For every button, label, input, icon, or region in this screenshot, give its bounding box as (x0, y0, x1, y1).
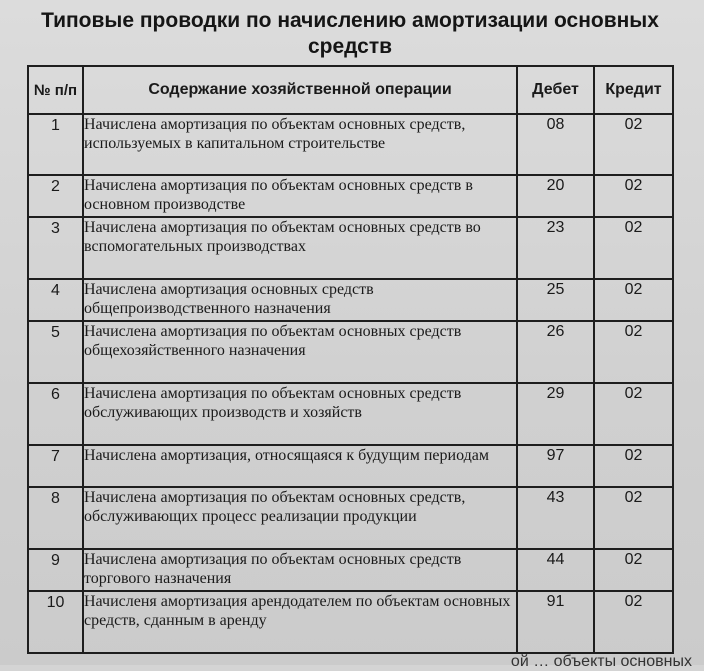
table-row (28, 279, 673, 321)
table-row (28, 549, 673, 591)
row-debit: 23 (517, 217, 594, 279)
postings-table (27, 65, 674, 654)
row-desc: Начислена амортизация по объектам основных средств, используемых в капитальном строительстве (83, 114, 517, 175)
page-title: Типовые проводки по начислению амортизации основных средств (41, 9, 659, 58)
row-num: 8 (28, 487, 83, 549)
row-credit: 02 (594, 321, 673, 383)
row-desc: Начислена амортизация по объектам основных средств обслуживающих производств и хозяйств (83, 383, 517, 445)
row-debit: 91 (517, 591, 594, 653)
row-credit: 02 (594, 114, 673, 175)
row-debit: 97 (517, 445, 594, 487)
row-desc: Начислена амортизация по объектам основных средств в основном производстве (83, 175, 517, 217)
table-header-row (28, 66, 673, 114)
row-debit: 43 (517, 487, 594, 549)
row-credit: 02 (594, 591, 673, 653)
row-credit: 02 (594, 175, 673, 217)
row-debit: 29 (517, 383, 594, 445)
row-desc: Начислена амортизация по объектам основных средств во вспомогательных производствах (83, 217, 517, 279)
row-debit: 08 (517, 114, 594, 175)
header-desc: Содержание хозяйственной операции (83, 66, 517, 114)
row-num: 4 (28, 279, 83, 321)
row-num: 5 (28, 321, 83, 383)
row-debit: 25 (517, 279, 594, 321)
header-credit: Кредит (594, 66, 673, 114)
row-num: 1 (28, 114, 83, 175)
row-credit: 02 (594, 487, 673, 549)
cut-off-footer-text: ой … объекты основных (510, 653, 692, 670)
row-debit: 20 (517, 175, 594, 217)
row-num: 3 (28, 217, 83, 279)
table-row (28, 114, 673, 175)
row-credit: 02 (594, 383, 673, 445)
row-debit: 44 (517, 549, 594, 591)
row-desc: Начисленя амортизация арендодателем по объектам основных средств, сданным в аренду (83, 591, 517, 653)
row-num: 6 (28, 383, 83, 445)
row-desc: Начислена амортизация по объектам основных средств общехозяйственного назначения (83, 321, 517, 383)
row-desc: Начислена амортизация основных средств общепроизводственного назначения (83, 279, 517, 321)
row-desc: Начислена амортизация, относящаяся к будущим периодам (83, 445, 517, 487)
table-row (28, 487, 673, 549)
header-debit: Дебет (517, 66, 594, 114)
header-num: № п/п (28, 66, 83, 114)
table-row (28, 175, 673, 217)
row-num: 2 (28, 175, 83, 217)
row-desc: Начислена амортизация по объектам основных средств, обслуживающих процесс реализации продукции (83, 487, 517, 549)
row-num: 7 (28, 445, 83, 487)
row-num: 10 (28, 591, 83, 653)
row-credit: 02 (594, 279, 673, 321)
row-num: 9 (28, 549, 83, 591)
table-row (28, 321, 673, 383)
row-credit: 02 (594, 445, 673, 487)
row-debit: 26 (517, 321, 594, 383)
row-credit: 02 (594, 217, 673, 279)
table-row (28, 591, 673, 653)
table-row (28, 445, 673, 487)
table-row (28, 383, 673, 445)
table-row (28, 217, 673, 279)
row-desc: Начислена амортизация по объектам основных средств торгового назначения (83, 549, 517, 591)
row-credit: 02 (594, 549, 673, 591)
